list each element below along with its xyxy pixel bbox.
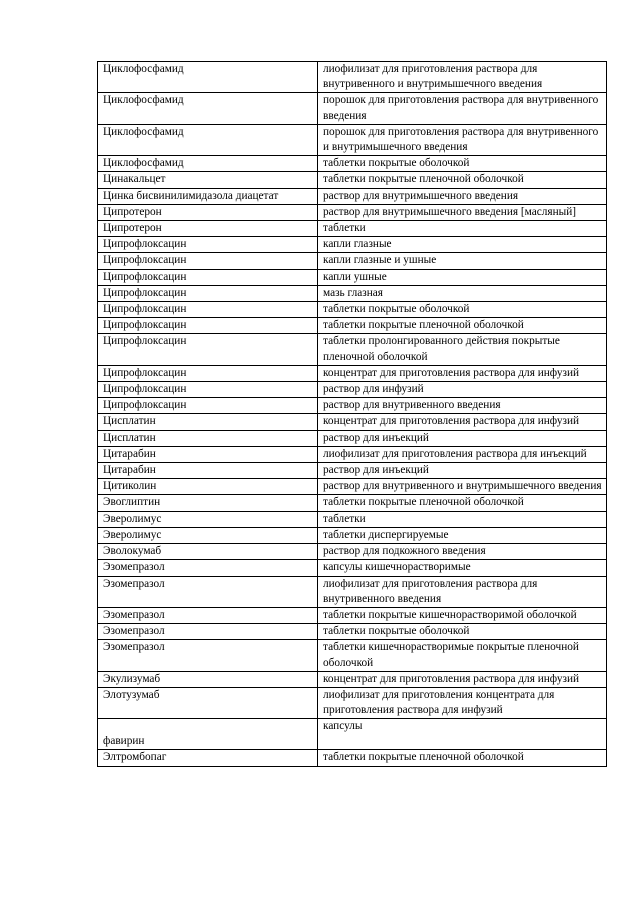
dosage-form-cell: раствор для инъекций [318,430,607,446]
drug-name-cell: Цисплатин [98,414,318,430]
drug-name-cell: Ципрофлоксацин [98,269,318,285]
dosage-form-cell: лиофилизат для приготовления раствора для внутривенного введения [318,576,607,607]
table-row [98,479,607,495]
dosage-form-cell: таблетки покрытые пленочной оболочкой [318,318,607,334]
drug-name-cell: Цинакальцет [98,172,318,188]
drug-name-cell: Циклофосфамид [98,156,318,172]
drug-name-cell: Эвоглиптин [98,495,318,511]
table-row [98,398,607,414]
table-row [98,624,607,640]
dosage-form-cell: раствор для подкожного введения [318,544,607,560]
drug-name-cell: Ципрофлоксацин [98,398,318,414]
dosage-form-cell: раствор для внутривенного введения [318,398,607,414]
dosage-form-cell: таблетки покрытые пленочной оболочкой [318,495,607,511]
table-row [98,560,607,576]
drug-name-cell: Ципрофлоксацин [98,365,318,381]
dosage-form-cell: раствор для внутримышечного введения [318,188,607,204]
dosage-form-cell: мазь глазная [318,285,607,301]
drug-name-cell: Эверолимус [98,527,318,543]
table-row [98,750,607,766]
table-row [98,93,607,124]
table-row [98,285,607,301]
dosage-form-cell: капли глазные [318,237,607,253]
drug-name-cell: Эзомепразол [98,640,318,671]
dosage-form-cell: таблетки пролонгированного действия покрытые пленочной оболочкой [318,334,607,365]
table-row [98,188,607,204]
table-row [98,253,607,269]
drug-name-cell: Цитарабин [98,463,318,479]
table-row [98,172,607,188]
drug-name-cell: Цисплатин [98,430,318,446]
dosage-form-cell: таблетки покрытые оболочкой [318,302,607,318]
dosage-form-cell: капсулы кишечнорастворимые [318,560,607,576]
drug-name-cell: Ципрофлоксацин [98,285,318,301]
table-row [98,124,607,155]
table-row [98,719,607,750]
dosage-form-cell: таблетки кишечнорастворимые покрытые пленочной оболочкой [318,640,607,671]
dosage-form-cell: порошок для приготовления раствора для внутривенного введения [318,93,607,124]
table-row [98,414,607,430]
dosage-form-cell: капсулы [318,719,607,750]
table-row [98,269,607,285]
drug-name-cell: Эверолимус [98,511,318,527]
dosage-form-cell: таблетки покрытые оболочкой [318,624,607,640]
table-row [98,671,607,687]
table-row [98,544,607,560]
dosage-form-cell: лиофилизат для приготовления концентрата для приготовления раствора для инфузий [318,687,607,718]
drug-name-cell: Элотузумаб [98,687,318,718]
dosage-form-cell: таблетки [318,511,607,527]
drug-name-cell: Ципрофлоксацин [98,334,318,365]
dosage-form-cell: таблетки покрытые оболочкой [318,156,607,172]
dosage-form-cell: таблетки [318,221,607,237]
drug-name-cell: Эволокумаб [98,544,318,560]
table-row [98,687,607,718]
table-row [98,221,607,237]
drug-name-cell: Ципротерон [98,204,318,220]
table-row [98,318,607,334]
dosage-form-cell: раствор для инфузий [318,382,607,398]
dosage-form-cell: капли глазные и ушные [318,253,607,269]
table-row [98,62,607,93]
drug-name-cell: Ципрофлоксацин [98,253,318,269]
table-row [98,382,607,398]
drug-name-cell: Ципрофлоксацин [98,302,318,318]
dosage-form-cell: таблетки покрытые пленочной оболочкой [318,750,607,766]
dosage-form-cell: таблетки диспергируемые [318,527,607,543]
table-row [98,495,607,511]
drug-name-cell: Циклофосфамид [98,62,318,93]
table-row [98,576,607,607]
dosage-form-cell: порошок для приготовления раствора для внутривенного и внутримышечного введения [318,124,607,155]
drug-name-cell: Эзомепразол [98,560,318,576]
table-row [98,334,607,365]
dosage-form-cell: концентрат для приготовления раствора для инфузий [318,414,607,430]
drug-name-cell: Цинка бисвинилимидазола диацетат [98,188,318,204]
table-row [98,607,607,623]
table-row [98,430,607,446]
table-body [98,62,607,767]
table-row [98,640,607,671]
dosage-form-cell: лиофилизат для приготовления раствора для инъекций [318,446,607,462]
drug-name-cell: Элтромбопаг [98,750,318,766]
dosage-form-cell: таблетки покрытые кишечнорастворимой оболочкой [318,607,607,623]
drug-name-cell: Циклофосфамид [98,124,318,155]
drug-name-cell: Эзомепразол [98,624,318,640]
drug-name-cell: Экулизумаб [98,671,318,687]
dosage-form-cell: концентрат для приготовления раствора для инфузий [318,671,607,687]
dosage-form-cell: раствор для внутримышечного введения [масляный] [318,204,607,220]
drug-name-cell: Эзомепразол [98,607,318,623]
table-row [98,463,607,479]
table-row [98,302,607,318]
table-row [98,156,607,172]
table-row [98,446,607,462]
dosage-form-cell: капли ушные [318,269,607,285]
dosage-form-cell: концентрат для приготовления раствора для инфузий [318,365,607,381]
dosage-form-cell: таблетки покрытые пленочной оболочкой [318,172,607,188]
drug-name-cell: Эзомепразол [98,576,318,607]
drug-name-cell: Цитиколин [98,479,318,495]
drug-name-cell: Ципрофлоксацин [98,382,318,398]
table-row [98,204,607,220]
table-row [98,527,607,543]
drug-forms-table [97,61,607,767]
drug-name-cell: Ципрофлоксацин [98,318,318,334]
table-row [98,237,607,253]
drug-name-cell: Цитарабин [98,446,318,462]
dosage-form-cell: раствор для инъекций [318,463,607,479]
drug-name-cell: Циклофосфамид [98,93,318,124]
dosage-form-cell: лиофилизат для приготовления раствора для внутривенного и внутримышечного введения [318,62,607,93]
table-row [98,511,607,527]
dosage-form-cell: раствор для внутривенного и внутримышечного введения [318,479,607,495]
drug-name-cell: Ципрофлоксацин [98,237,318,253]
drug-name-cell: фавирин [98,719,318,750]
table-row [98,365,607,381]
drug-name-cell: Ципротерон [98,221,318,237]
